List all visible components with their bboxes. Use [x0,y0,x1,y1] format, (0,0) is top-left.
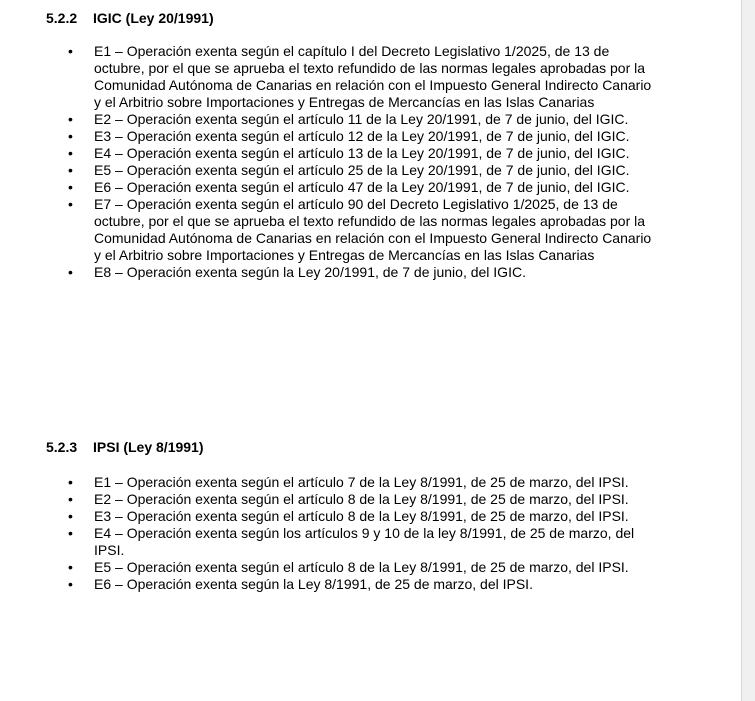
list-item-text: E2 – Operación exenta según el artículo 8 de la Ley 8/1991, de 25 de marzo, del IPSI. [94,491,629,507]
bullet-icon: • [68,491,73,507]
bullet-icon: • [68,111,73,127]
list-item-text: E5 – Operación exenta según el artículo 25 de la Ley 20/1991, de 7 de junio, del IGIC. [94,162,630,178]
list-item [0,491,654,508]
list-item [0,179,654,196]
list-item [0,128,654,145]
bullet-icon: • [68,162,73,178]
bullet-icon: • [68,145,73,161]
list-item [0,559,654,576]
bullet-icon: • [68,559,73,575]
bullet-icon: • [68,525,73,541]
list-item-text: E1 – Operación exenta según el artículo 7 de la Ley 8/1991, de 25 de marzo, del IPSI. [94,474,629,490]
bullet-icon: • [68,474,73,490]
list-item [0,145,654,162]
list-item [0,43,654,111]
bullet-icon: • [68,128,73,144]
bullet-icon: • [68,196,73,212]
section-heading-ipsi [46,439,204,456]
list-item [0,525,654,559]
bullet-icon: • [68,43,73,59]
list-item [0,576,654,593]
list-item-text: E2 – Operación exenta según el artículo 11 de la Ley 20/1991, de 7 de junio, del IGIC. [94,111,629,127]
igic-exemption-list [0,43,741,281]
bullet-icon: • [68,179,73,195]
section-heading-igic [46,10,214,27]
section-title: IPSI (Ley 8/1991) [93,439,204,455]
bullet-icon: • [68,576,73,592]
list-item [0,162,654,179]
bullet-icon: • [68,264,73,280]
list-item [0,264,654,281]
list-item-text: E5 – Operación exenta según el artículo 8 de la Ley 8/1991, de 25 de marzo, del IPSI. [94,559,629,575]
list-item-text: E3 – Operación exenta según el artículo 8 de la Ley 8/1991, de 25 de marzo, del IPSI. [94,508,629,524]
list-item-text: E3 – Operación exenta según el artículo 12 de la Ley 20/1991, de 7 de junio, del IGIC. [94,128,630,144]
list-item-text: E6 – Operación exenta según el artículo 47 de la Ley 20/1991, de 7 de junio, del IGIC. [94,179,630,195]
section-number: 5.2.3 [46,439,78,455]
list-item-text: E8 – Operación exenta según la Ley 20/1991, de 7 de junio, del IGIC. [94,264,526,280]
list-item-text: E4 – Operación exenta según los artículos 9 y 10 de la ley 8/1991, de 25 de marzo, del IPSI. [94,525,635,558]
list-item-text: E7 – Operación exenta según el artículo 90 del Decreto Legislativo 1/2025, de 13 de octubre, por el que se aprueba el texto refundido de las normas legales aprobadas por la Comunidad Autónoma de Canarias en relación con el Impuesto General Indirecto Canario y el Arbitrio sobre Importaciones y Entregas de Mercancías en las Islas Canarias [94,196,652,263]
section-title: IGIC (Ley 20/1991) [93,10,214,26]
ipsi-exemption-list [0,474,741,593]
list-item [0,196,654,264]
viewer-scrollbar[interactable] [741,0,755,701]
list-item-text: E6 – Operación exenta según la Ley 8/1991, de 25 de marzo, del IPSI. [94,576,533,592]
list-item [0,474,654,491]
list-item [0,111,654,128]
list-item [0,508,654,525]
section-number: 5.2.2 [46,10,78,26]
bullet-icon: • [68,508,73,524]
list-item-text: E4 – Operación exenta según el artículo 13 de la Ley 20/1991, de 7 de junio, del IGIC. [94,145,630,161]
list-item-text: E1 – Operación exenta según el capítulo I del Decreto Legislativo 1/2025, de 13 de octubre, por el que se aprueba el texto refundido de las normas legales aprobadas por la Comunidad Autónoma de Canarias en relación con el Impuesto General Indirecto Canario y el Arbitrio sobre Importaciones y Entregas de Mercancías en las Islas Canarias [94,43,652,110]
